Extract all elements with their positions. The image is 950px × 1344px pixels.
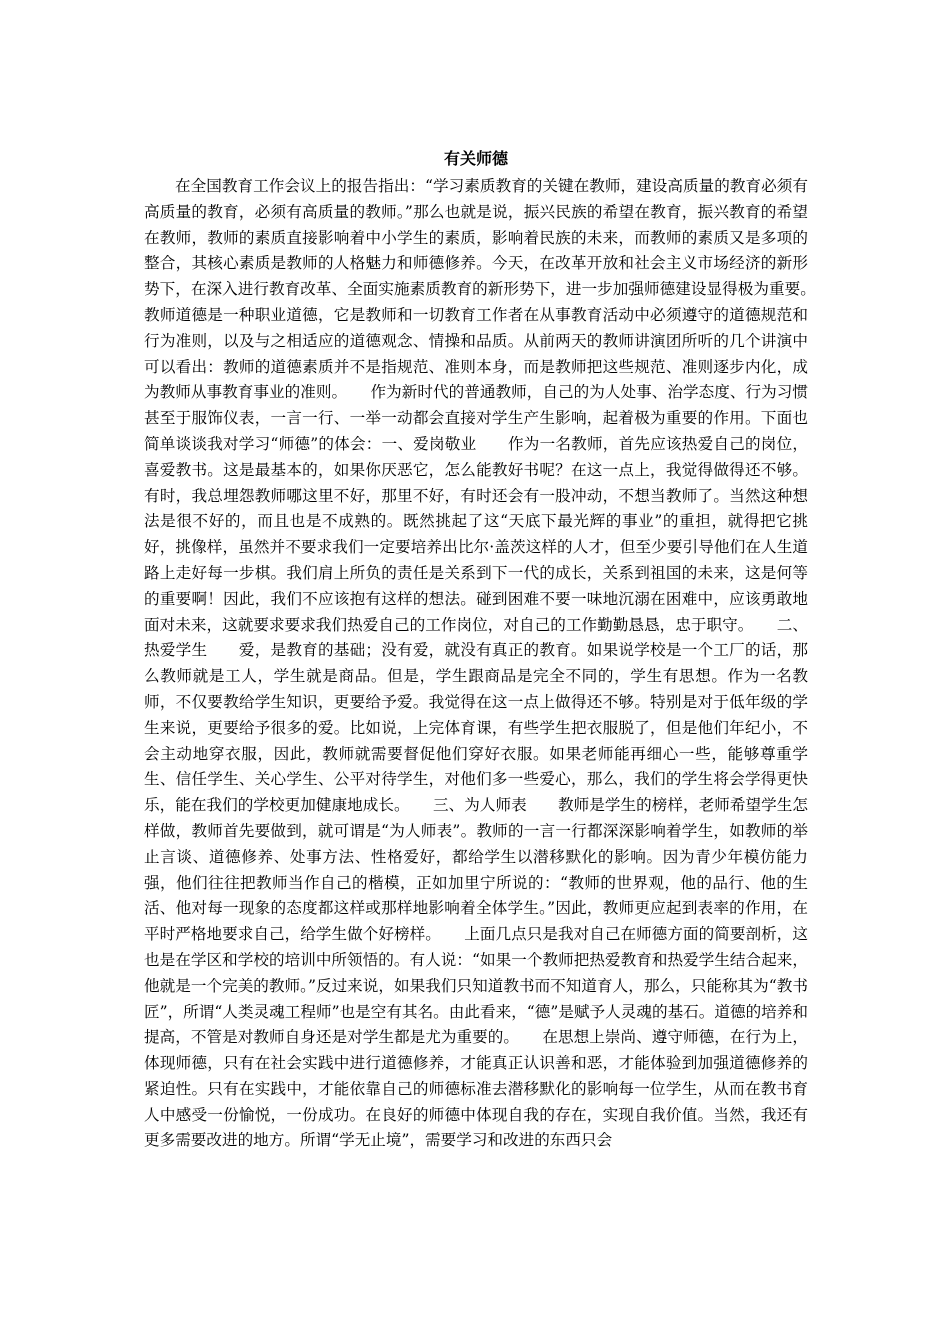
document-body: 在全国教育工作会议上的报告指出：“学习素质教育的关键在教师，建设高质量的教育必须有高质量的教育，必须有高质量的教师。”那么也就是说，振兴民族的希望在教育，振兴教育的希望在教师，教师的素质直接影响着中小学生的素质，影响着民族的未来，而教师的素质又是多项的整合，其核心素质是教师的人格魅力和师德修养。今天，在改革开放和社会主义市场经济的新形势下，在深入进行教育改革、全面实施素质教育的新形势下，进一步加强师德建设显得极为重要。 教师道德是一种职业道德，它是教师和一切教育工作者在从事教育活动中必须遵守的道德规范和行为准则，以及与之相适应的道德观念、情操和品质。从前两天的教师讲演团所听的几个讲演中可以看出：教师的道德素质并不是指规范、准则本身，而是教师把这些规范、准则逐步内化，成为教师从事教育事业的准则。 作为新时代的普通教师，自己的为人处事、治学态度、行为习惯甚至于服饰仪表，一言一行、一举一动都会直接对学生产生影响，起着极为重要的作用。下面也简单谈谈我对学习“师德”的体会：一、爱岗敬业 作为一名教师，首先应该热爱自己的岗位，喜爱教书。这是最基本的，如果你厌恶它，怎么能教好书呢？在这一点上，我觉得做得还不够。有时，我总埋怨教师哪这里不好，那里不好，有时还会有一股冲动，不想当教师了。当然这种想法是很不好的，而且也是不成熟的。既然挑起了这“天底下最光辉的事业”的重担，就得把它挑好，挑像样，虽然并不要求我们一定要培养出比尔·盖茨这样的人才，但至少要引导他们在人生道路上走好每一步棋。我们肩上所负的责任是关系到下一代的成长，关系到祖国的未来，这是何等的重要啊！因此，我们不应该抱有这样的想法。碰到困难不要一味地沉溺在困难中，应该勇敢地面对未来，这就要求要求我们热爱自己的工作岗位，对自己的工作勤勤恳恳，忠于职守。 二、热爱学生 爱，是教育的基础；没有爱，就没有真正的教育。如果说学校是一个工厂的话，那么教师就是工人，学生就是商品。但是，学生跟商品是完全不同的，学生有思想。作为一名教师，不仅要教给学生知识，更要给予爱。我觉得在这一点上做得还不够。特别是对于低年级的学生来说，更要给予很多的爱。比如说，上完体育课，有些学生把衣服脱了，但是他们年纪小，不会主动地穿衣服，因此，教师就需要督促他们穿好衣服。如果老师能再细心一些，能够尊重学生、信任学生、关心学生、公平对待学生，对他们多一些爱心，那么，我们的学生将会学得更快乐，能在我们的学校更加健康地成长。 三、为人师表 教师是学生的榜样，老师希望学生怎样做，教师首先要做到，就可谓是“为人师表”。教师的一言一行都深深影响着学生，如教师的举止言谈、道德修养、处事方法、性格爱好，都给学生以潜移默化的影响。因为青少年模仿能力强，他们往往把教师当作自己的楷模，正如加里宁所说的：“教师的世界观，他的品行、他的生活、他对每一现象的态度都这样或那样地影响着全体学生。”因此，教师更应起到表率的作用，在平时严格地要求自己，给学生做个好榜样。 上面几点只是我对自己在师德方面的简要剖析，这也是在学区和学校的培训中所领悟的。有人说：“如果一个教师把热爱教育和热爱学生结合起来，他就是一个完美的教师。”反过来说，如果我们只知道教书而不知道育人，那么，只能称其为“教书匠”，所谓“人类灵魂工程师”也是空有其名。由此看来，“德”是赋予人灵魂的基石。道德的培养和提高，不管是对教师自身还是对学生都是尤为重要的。 在思想上崇尚、遵守师德，在行为上，体现师德，只有在社会实践中进行道德修养，才能真正认识善和恶，才能体验到加强道德修养的紧迫性。只有在实践中，才能依靠自己的师德标准去潜移默化的影响每一位学生，从而在教书育人中感受一份愉悦，一份成功。在良好的师德中体现自我的存在，实现自我价值。当然，我还有更多需要改进的地方。所谓“学无止境”，需要学习和改进的东西只会 <box>144 177 840 1150</box>
document-title: 有关师德 <box>443 149 508 168</box>
document-page <box>144 146 840 1154</box>
